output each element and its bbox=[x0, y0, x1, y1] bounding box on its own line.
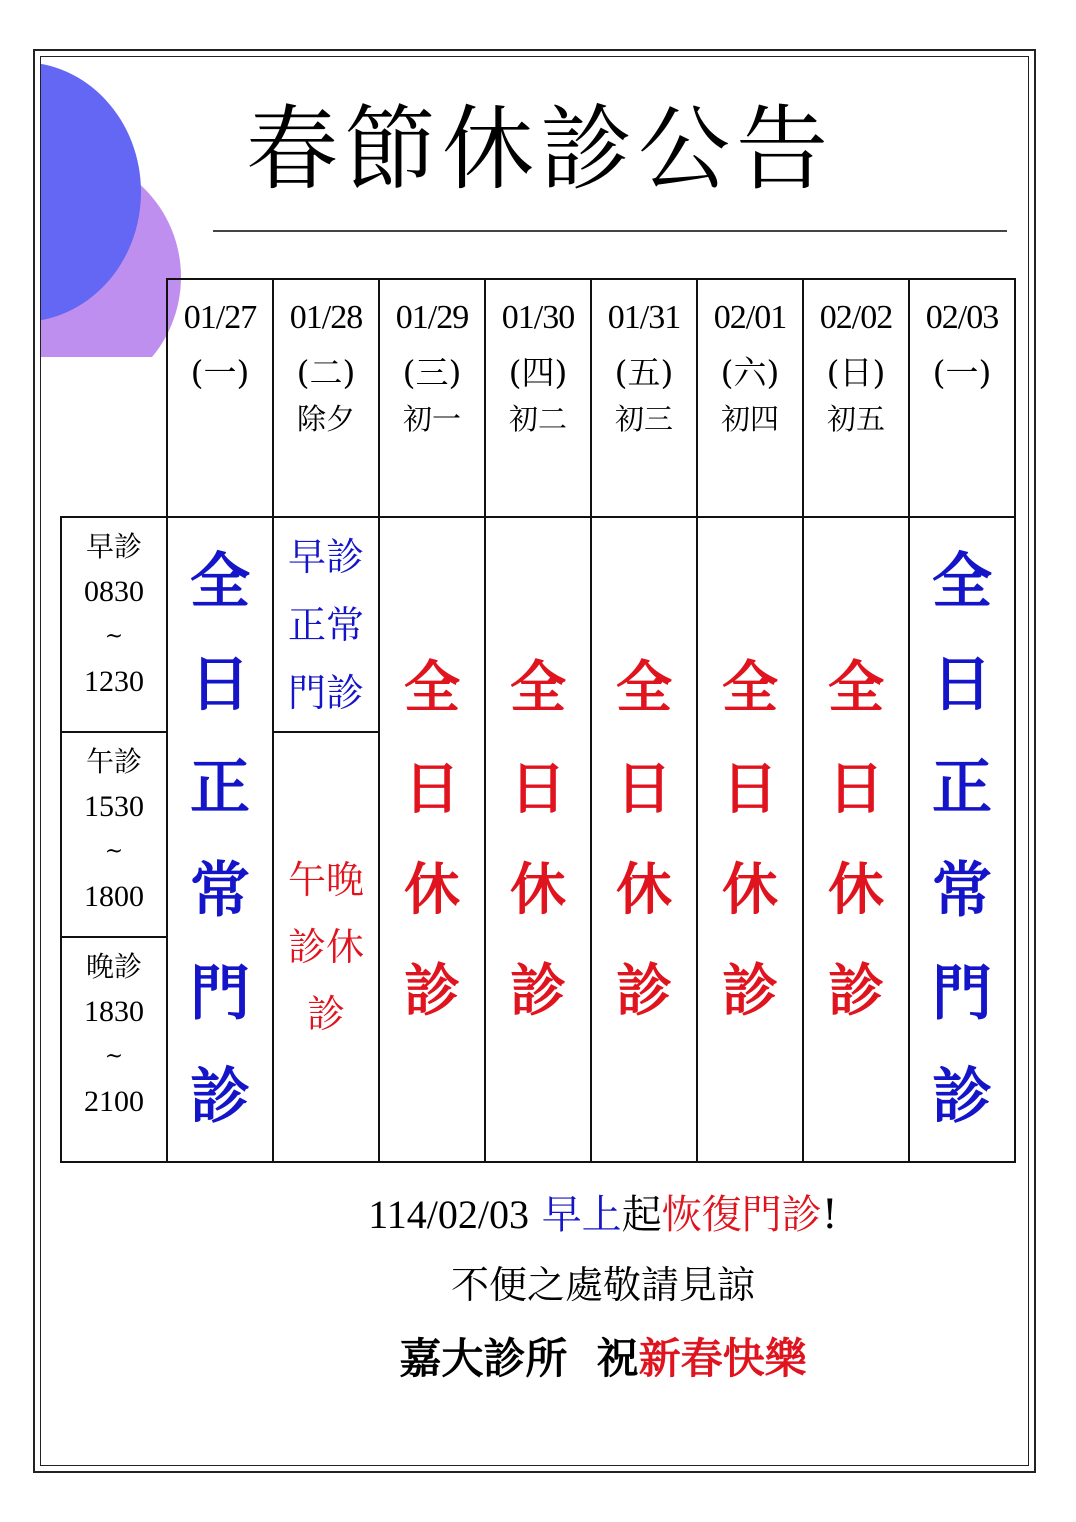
status-text: 全日休診 bbox=[722, 654, 778, 1024]
session-end-time: 1800 bbox=[84, 880, 144, 913]
header-row bbox=[61, 279, 1015, 517]
status-cell bbox=[803, 517, 909, 1162]
column-header bbox=[803, 279, 909, 517]
session-tilde: ~ bbox=[104, 1044, 124, 1069]
status-text-pm: 午晚診休診 bbox=[287, 857, 364, 1036]
status-cell bbox=[909, 517, 1015, 1162]
column-weekday: (三) bbox=[402, 353, 462, 392]
wish-word: 祝 bbox=[596, 1334, 639, 1383]
column-lunar: 初四 bbox=[720, 402, 779, 436]
apology-line: 不便之處敬請見諒 bbox=[450, 1263, 755, 1307]
status-text: 全日正常門診 bbox=[932, 546, 992, 1132]
page-title: 春節休診公告 bbox=[245, 96, 834, 203]
column-lunar: 除夕 bbox=[296, 402, 355, 436]
status-cell-pm bbox=[273, 732, 379, 1162]
session-label-evening bbox=[61, 937, 167, 1162]
status-cell bbox=[697, 517, 803, 1162]
status-cell bbox=[485, 517, 591, 1162]
session-end-time: 2100 bbox=[84, 1085, 144, 1118]
status-text: 全日休診 bbox=[404, 654, 460, 1024]
status-cell bbox=[591, 517, 697, 1162]
column-date: 02/03 bbox=[925, 299, 999, 336]
column-weekday: (四) bbox=[508, 353, 568, 392]
session-label-afternoon bbox=[61, 732, 167, 937]
column-weekday: (五) bbox=[614, 353, 674, 392]
session-start-time: 1530 bbox=[84, 790, 144, 823]
column-date: 01/27 bbox=[183, 299, 257, 336]
resume-morning: 早上 bbox=[541, 1192, 622, 1238]
session-start-time: 0830 bbox=[84, 575, 144, 608]
resume-from: 起 bbox=[621, 1192, 662, 1238]
column-weekday: (一) bbox=[190, 353, 250, 392]
session-row-morning bbox=[61, 517, 1015, 732]
resume-exclaim: ! bbox=[821, 1192, 838, 1238]
column-weekday: (六) bbox=[720, 353, 780, 392]
column-date: 01/30 bbox=[501, 299, 575, 336]
status-cell-am bbox=[273, 517, 379, 732]
column-header bbox=[167, 279, 273, 517]
session-start-time: 1830 bbox=[84, 995, 144, 1028]
column-date: 02/02 bbox=[819, 299, 893, 336]
greeting-line bbox=[0, 1330, 1076, 1388]
session-tilde: ~ bbox=[104, 839, 124, 864]
session-tilde: ~ bbox=[104, 624, 124, 649]
column-header bbox=[273, 279, 379, 517]
corner-blank bbox=[61, 279, 167, 517]
title-divider bbox=[213, 230, 1007, 232]
column-header bbox=[379, 279, 485, 517]
resume-clinic: 恢復門診 bbox=[661, 1192, 822, 1238]
column-weekday: (二) bbox=[296, 353, 356, 392]
resume-notice bbox=[0, 1188, 1076, 1242]
column-header bbox=[697, 279, 803, 517]
status-cell bbox=[167, 517, 273, 1162]
column-date: 02/01 bbox=[713, 299, 787, 336]
status-text: 全日休診 bbox=[828, 654, 884, 1024]
new-year-greeting: 新春快樂 bbox=[638, 1334, 807, 1383]
column-header bbox=[485, 279, 591, 517]
status-text: 全日休診 bbox=[616, 654, 672, 1024]
column-header bbox=[909, 279, 1015, 517]
column-lunar: 初二 bbox=[508, 402, 567, 436]
column-date: 01/28 bbox=[289, 299, 363, 336]
column-lunar: 初五 bbox=[826, 402, 885, 436]
schedule-table bbox=[60, 278, 1016, 1163]
column-header bbox=[591, 279, 697, 517]
column-lunar: 初三 bbox=[614, 402, 673, 436]
column-lunar: 初一 bbox=[402, 402, 461, 436]
column-date: 01/31 bbox=[607, 299, 681, 336]
status-text: 全日正常門診 bbox=[190, 546, 250, 1132]
status-cell bbox=[379, 517, 485, 1162]
column-weekday: (一) bbox=[932, 353, 992, 392]
session-name: 早診 bbox=[85, 530, 142, 563]
session-name: 午診 bbox=[85, 745, 142, 778]
status-text-am: 早診正常門診 bbox=[287, 534, 364, 715]
clinic-name: 嘉大診所 bbox=[399, 1334, 568, 1383]
status-text: 全日休診 bbox=[510, 654, 566, 1024]
session-end-time: 1230 bbox=[84, 665, 144, 698]
column-weekday: (日) bbox=[826, 353, 886, 392]
session-label-morning bbox=[61, 517, 167, 732]
session-name: 晚診 bbox=[85, 950, 142, 983]
column-date: 01/29 bbox=[395, 299, 469, 336]
resume-date: 114/02/03 bbox=[368, 1192, 529, 1237]
